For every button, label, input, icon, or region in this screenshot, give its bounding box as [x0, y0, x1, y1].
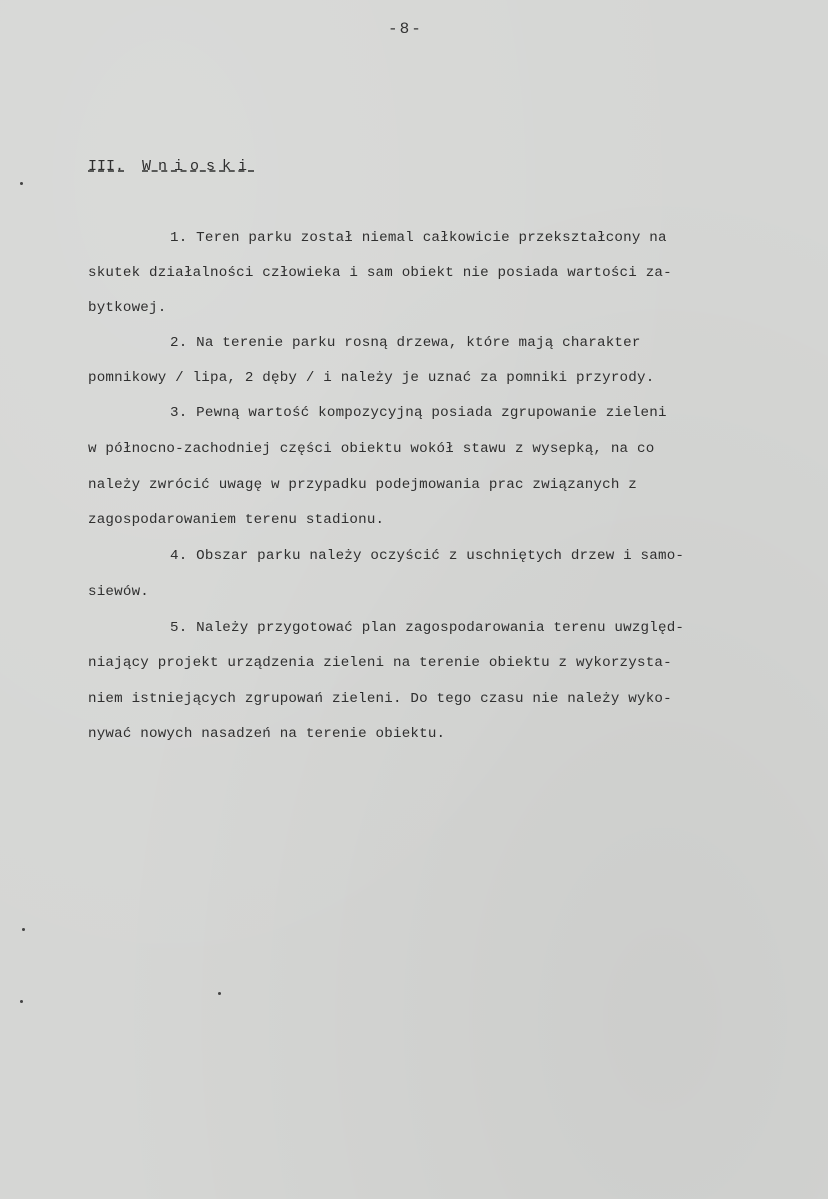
section-title: Wnioski — [142, 158, 255, 175]
text-line: zagospodarowaniem terenu stadionu. — [88, 512, 385, 528]
page-number: -8- — [388, 20, 423, 38]
section-number: III. — [88, 158, 125, 175]
margin-mark — [218, 992, 221, 995]
text-line: 1. Teren parku został niemal całkowicie przekształcony na — [170, 230, 667, 246]
margin-mark — [20, 182, 23, 185]
margin-mark — [22, 928, 25, 931]
text-line: 5. Należy przygotować plan zagospodarowania terenu uwzględ- — [170, 620, 685, 636]
section-heading — [88, 158, 254, 175]
text-line: 4. Obszar parku należy oczyścić z uschniętych drzew i samo- — [170, 548, 685, 564]
margin-mark — [20, 1000, 23, 1003]
text-line: pomnikowy / lipa, 2 dęby / i należy je uznać za pomniki przyrody. — [88, 370, 655, 386]
text-line: nywać nowych nasadzeń na terenie obiektu. — [88, 726, 446, 742]
text-line: należy zwrócić uwagę w przypadku podejmowania prac związanych z — [88, 477, 637, 493]
text-line: niem istniejących zgrupowań zieleni. Do tego czasu nie należy wyko- — [88, 691, 672, 707]
text-line: siewów. — [88, 584, 149, 600]
text-line: skutek działalności człowieka i sam obiekt nie posiada wartości za- — [88, 265, 672, 281]
text-line: 2. Na terenie parku rosną drzewa, które mają charakter — [170, 335, 641, 351]
text-line: w północno-zachodniej części obiektu wokół stawu z wysepką, na co — [88, 441, 655, 457]
text-line: niający projekt urządzenia zieleni na terenie obiektu z wykorzysta- — [88, 655, 672, 671]
text-line: bytkowej. — [88, 300, 167, 316]
text-line: 3. Pewną wartość kompozycyjną posiada zgrupowanie zieleni — [170, 405, 667, 421]
